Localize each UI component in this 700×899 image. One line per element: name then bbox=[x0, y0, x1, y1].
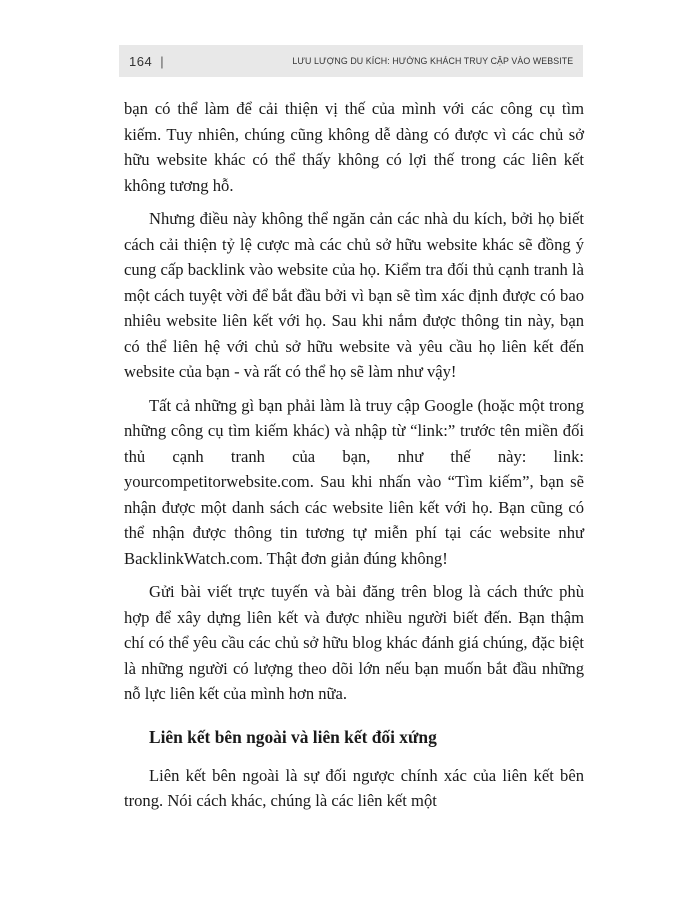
page-body bbox=[124, 96, 584, 814]
paragraph: Tất cả những gì bạn phải làm là truy cập Google (hoặc một trong những công cụ tìm kiếm khác) và nhập từ “link:” trước tên miền đối thủ cạnh tranh của bạn, như thế này: link: yourcompetitorwebsite.com. Sau khi nhấn vào “Tìm kiếm”, bạn sẽ nhận được một danh sách các website liên kết với họ. Bạn cũng có thể nhận được thông tin tương tự miễn phí tại các website như BacklinkWatch.com. Thật đơn giản đúng không! bbox=[124, 395, 584, 568]
section-heading: Liên kết bên ngoài và liên kết đối xứng bbox=[149, 726, 437, 747]
paragraph: Gửi bài viết trực tuyến và bài đăng trên blog là cách thức phù hợp để xây dựng liên kết và được nhiều người biết đến. Bạn thậm chí có thể yêu cầu các chủ sở hữu blog khác đánh giá chúng, đặc biệt là những người có lượng theo dõi lớn nếu bạn muốn bắt đầu những nỗ lực liên kết của mình hơn nữa. bbox=[124, 582, 584, 703]
page-number bbox=[129, 54, 164, 69]
running-header bbox=[119, 45, 583, 77]
header-separator: | bbox=[160, 53, 165, 69]
running-title: LƯU LƯỢNG DU KÍCH: HƯỚNG KHÁCH TRUY CẬP VÀO WEBSITE bbox=[292, 55, 573, 67]
paragraph-continued: bạn có thể làm để cải thiện vị thế của mình với các công cụ tìm kiếm. Tuy nhiên, chúng cũng không dễ dàng có được vì các chủ sở hữu website khác có thể thấy không có lợi thế trong các liên kết không tương hỗ. bbox=[124, 99, 584, 195]
paragraph: Liên kết bên ngoài là sự đối ngược chính xác của liên kết bên trong. Nói cách khác, chúng là các liên kết một bbox=[124, 765, 584, 810]
paragraph: Nhưng điều này không thể ngăn cản các nhà du kích, bởi họ biết cách cải thiện tỷ lệ cược mà các chủ sở hữu website khác sẽ đồng ý cung cấp backlink vào website của họ. Kiểm tra đối thủ cạnh tranh là một cách tuyệt vời để bắt đầu bởi vì bạn sẽ tìm xác định được có bao nhiêu website liên kết với họ. Sau khi nắm được thông tin này, bạn có thể liên hệ với chủ sở hữu website và yêu cầu họ liên kết đến website của bạn - và rất có thể họ sẽ làm như vậy! bbox=[124, 209, 584, 381]
page-number-text: 164 bbox=[129, 53, 153, 69]
